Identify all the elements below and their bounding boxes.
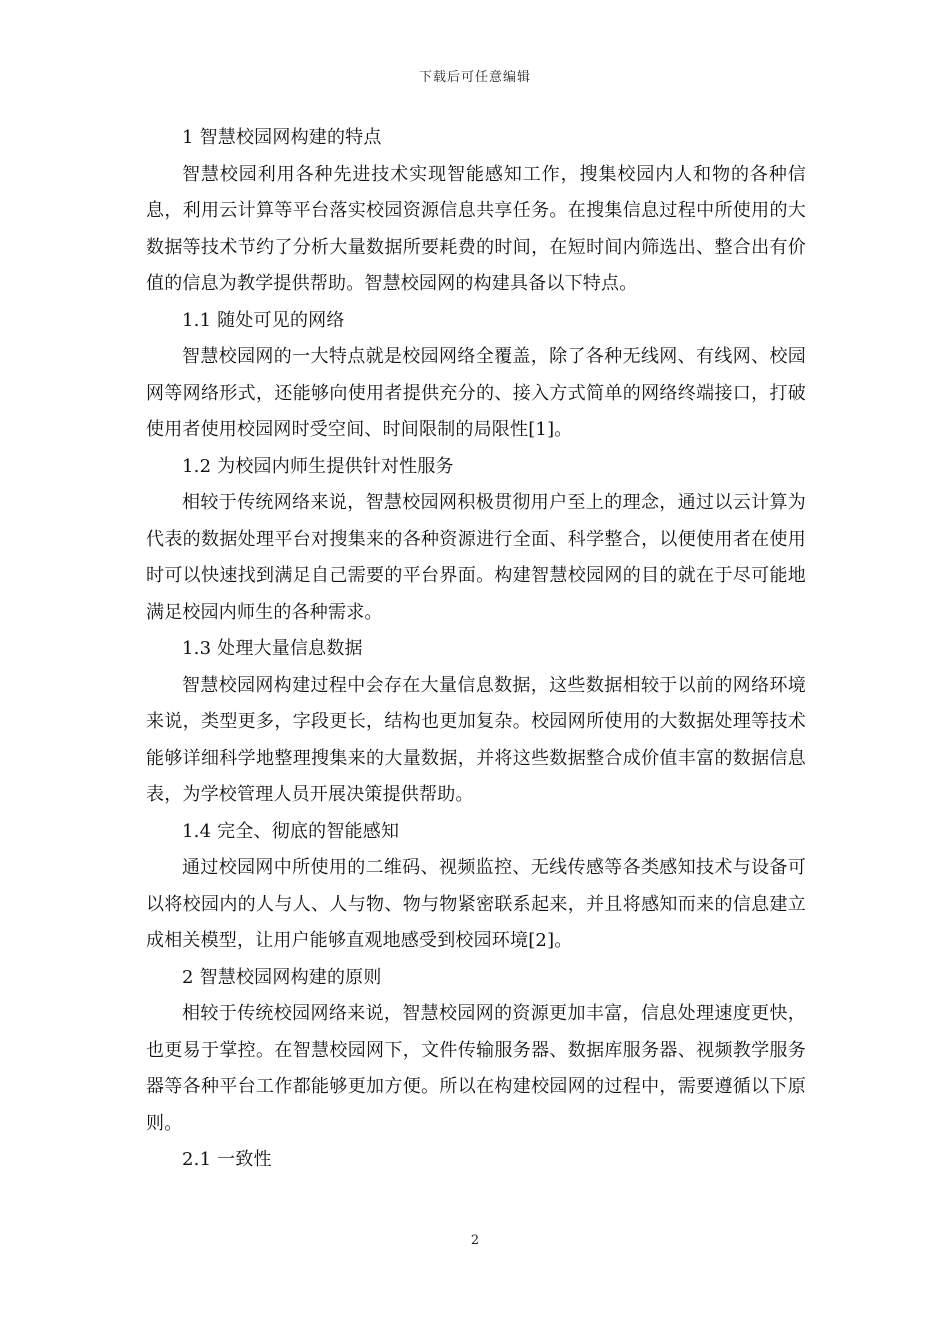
paragraph-4: 智慧校园网构建过程中会存在大量信息数据，这些数据相较于以前的网络环境来说，类型更多，字段更长，结构也更加复杂。校园网所使用的大数据处理等技术能够详细科学地整理搜集来的大量数据，并将这些数据整合成价值丰富的数据信息表，为学校管理人员开展决策提供帮助。 (146, 674, 806, 805)
paragraph-5: 通过校园网中所使用的二维码、视频监控、无线传感等各类感知技术与设备可以将校园内的人与人、人与物、物与物紧密联系起来，并且将感知而来的信息建立成相关模型，让用户能够直观地感受到校园环境[2]。 (146, 857, 806, 951)
section-heading-1-3: 1.3 处理大量信息数据 (182, 638, 363, 659)
section-heading-2: 2 智慧校园网构建的原则 (182, 966, 382, 988)
section-heading-1-2: 1.2 为校园内师生提供针对性服务 (182, 455, 454, 477)
paragraph-2: 智慧校园网的一大特点就是校园网络全覆盖，除了各种无线网、有线网、校园网等网络形式，还能够向使用者提供充分的、接入方式简单的网络终端接口，打破使用者使用校园网时受空间、时间限制的局限性[1]。 (146, 346, 806, 440)
paragraph-3: 相较于传统网络来说，智慧校园网积极贯彻用户至上的理念，通过以云计算为代表的数据处理平台对搜集来的各种资源进行全面、科学整合，以便使用者在使用时可以快速找到满足自己需要的平台界面。构建智慧校园网的目的就在于尽可能地满足校园内师生的各种需求。 (146, 492, 806, 623)
document-body (146, 120, 806, 1179)
section-heading-2-1: 2.1 一致性 (182, 1149, 272, 1170)
header-note: 下载后可任意编辑 (418, 70, 531, 85)
paragraph-1: 智慧校园利用各种先进技术实现智能感知工作，搜集校园内人和物的各种信息，利用云计算等平台落实校园资源信息共享任务。在搜集信息过程中所使用的大数据等技术节约了分析大量数据所要耗费的时间，在短时间内筛选出、整合出有价值的信息为教学提供帮助。智慧校园网的构建具备以下特点。 (146, 163, 806, 294)
page-number: 2 (470, 1233, 480, 1248)
section-heading-1-4: 1.4 完全、彻底的智能感知 (182, 820, 400, 842)
section-heading-1: 1 智慧校园网构建的特点 (182, 127, 382, 148)
paragraph-6: 相较于传统校园网络来说，智慧校园网的资源更加丰富，信息处理速度更快，也更易于掌控。在智慧校园网下，文件传输服务器、数据库服务器、视频教学服务器等各种平台工作都能够更加方便。所以在构建校园网的过程中，需要遵循以下原则。 (146, 1003, 806, 1134)
section-heading-1-1: 1.1 随处可见的网络 (182, 309, 345, 331)
